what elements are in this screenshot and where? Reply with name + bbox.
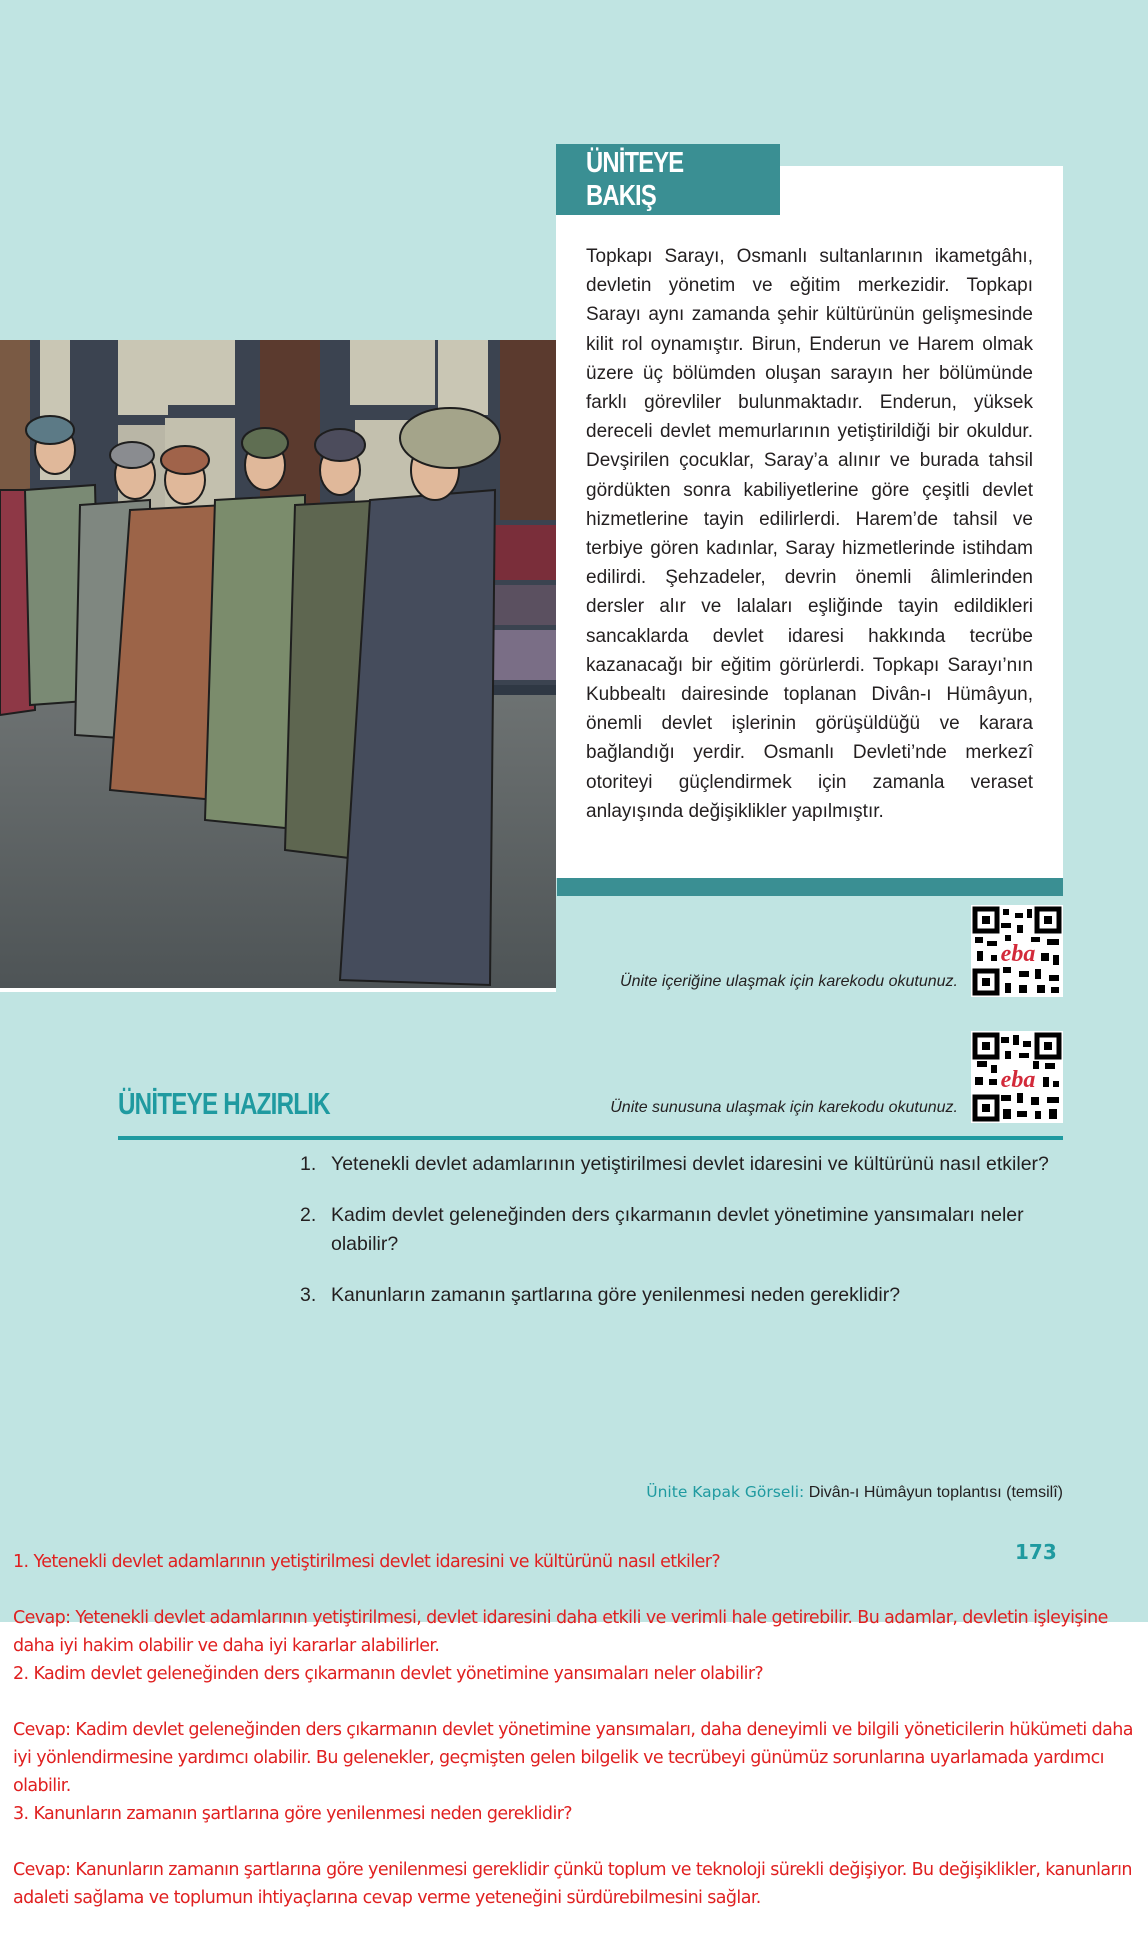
svg-text:eba: eba [1000,1067,1036,1093]
cover-caption-text: Divân-ı Hümâyun toplantısı (temsilî) [808,1484,1063,1501]
svg-text:eba: eba [1000,941,1036,967]
qr-code-icon [971,1031,1063,1123]
overview-bottom-bar [557,878,1063,896]
question-text: Yetenekli devlet adamlarının yetiştirilmesi devlet idaresini ve kültürünü nasıl etkiler? [331,1153,1049,1175]
divan-illustration [0,340,556,988]
qr-code-icon [971,905,1063,997]
question-number: 2. [300,1204,317,1226]
question-number: 3. [300,1284,317,1306]
page-number: 173 [1015,1540,1057,1564]
answer-text: Cevap: Kadim devlet geleneğinden ders çıkarmanın devlet yönetimine yansımaları, daha deneyimli ve bilgili yöneticilerin hükümeti daha iyi yönlendirmesine yardımcı olabilir. Bu gelenekler, geçmişten gelen bilgelik ve tecrübeyi günümüz sorunlarına uyarlamada yardımcı olabilir. [13,1720,1133,1796]
qr-caption-presentation: Ünite sunusuna ulaşmak için karekodu okutunuz. [610,1099,958,1116]
answer-question: 1. Yetenekli devlet adamlarının yetiştirilmesi devlet idaresini ve kültürünü nasıl etkiler? [13,1552,721,1572]
preparation-questions [300,1150,1050,1332]
question-item [300,1201,1050,1259]
overview-title [556,144,780,215]
qr-code-presentation[interactable] [971,1031,1063,1123]
answer-text: Cevap: Yetenekli devlet adamlarının yetiştirilmesi, devlet idaresini daha etkili ve verimli hale getirebilir. Bu adamlar, devletin işleyişine daha iyi hakim olabilir ve daha iyi kararlar alabilirler. [13,1608,1108,1656]
answer-question: 3. Kanunların zamanın şartlarına göre yenilenmesi neden gereklidir? [13,1804,572,1824]
illustration-border [0,988,556,992]
preparation-title-text: ÜNİTEYE HAZIRLIK [118,1086,330,1121]
cover-image-caption [646,1483,1063,1502]
overview-title-text: ÜNİTEYE BAKIŞ [586,146,684,212]
cover-caption-label: Ünite Kapak Görseli: [646,1483,805,1501]
question-text: Kadim devlet geleneğinden ders çıkarmanın devlet yönetimine yansımaları neler olabilir? [331,1204,1024,1255]
qr-caption-content: Ünite içeriğine ulaşmak için karekodu okutunuz. [620,973,958,990]
qr-code-content[interactable] [971,905,1063,997]
answer-question: 2. Kadim devlet geleneğinden ders çıkarmanın devlet yönetimine yansımaları neler olabilir? [13,1664,764,1684]
preparation-title [118,1086,390,1122]
question-number: 1. [300,1153,317,1175]
question-item [300,1150,1050,1179]
overview-paragraph: Topkapı Sarayı, Osmanlı sultanlarının ikametgâhı, devletin yönetim ve eğitim merkezidir. Topkapı Sarayı aynı zamanda şehir kültürünün gelişmesinde kilit rol oynamıştır. Birun, Enderun ve Harem olmak üzere üç bölümden oluşan sarayın her bölümünde farklı görevliler bulunmaktadır. Enderun, yüksek dereceli devlet memurlarının yetiştirildiği bir okuldur. Devşirilen çocuklar, Saray’a alınır ve burada tahsil gördükten sonra kabiliyetlerine göre çeşitli devlet hizmetlerine tayin edilirlerdi. Harem’de tahsil ve terbiye gören kadınlar, Saray hizmetlerinde istihdam edilirdi. Şehzadeler, devrin önemli âlimlerinden dersler alır ve lalaları eşliğinde tayin edildikleri sancaklarda devlet idaresi hakkında tecrübe kazanacağı bir eğitim görürlerdi. Topkapı Sarayı’nın Kubbealtı dairesinde toplanan Divân-ı Hümâyun, önemli devlet işlerinin görüşüldüğü ve karara bağlandığı yerdir. Osmanlı Devleti’nde merkezî otoriteyi güçlendirmek için zamanla veraset anlayışında değişiklikler yapılmıştır. [586,246,1033,822]
question-item [300,1281,1050,1310]
answers-block [13,1548,1133,1912]
ottoman-officials-illustration-icon [0,340,556,988]
preparation-divider [118,1136,1063,1140]
question-text: Kanunların zamanın şartlarına göre yenilenmesi neden gereklidir? [331,1284,901,1306]
answer-text: Cevap: Kanunların zamanın şartlarına göre yenilenmesi gereklidir çünkü toplum ve teknoloji sürekli değişiyor. Bu değişiklikler, kanunların adaleti sağlama ve toplumun ihtiyaçlarına cevap verme yeteneğini sürdürebilmesini sağlar. [13,1860,1132,1908]
